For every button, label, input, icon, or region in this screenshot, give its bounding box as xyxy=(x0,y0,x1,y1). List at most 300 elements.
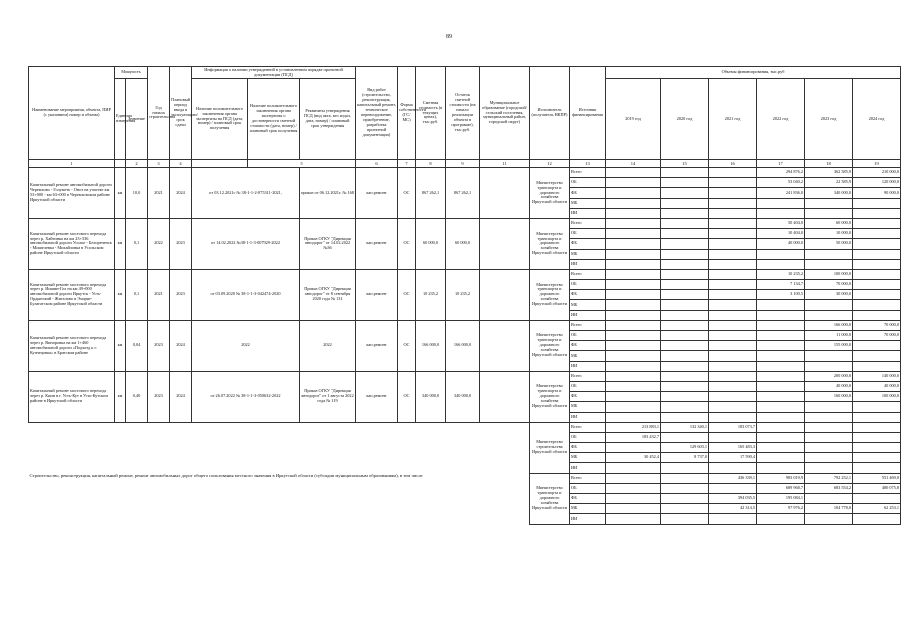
funding-value xyxy=(757,361,805,371)
object-estimate: 60 000,0 xyxy=(416,218,446,269)
object-unit: км xyxy=(115,320,126,371)
funding-value xyxy=(661,412,709,422)
funding-value: 183 073,7 xyxy=(709,422,757,432)
hdr-municipality: Муниципальное образование (городской/сельский поселения, муниципальный район, городской округ) xyxy=(480,67,530,160)
funding-value: 17 590,4 xyxy=(709,453,757,463)
funding-value xyxy=(853,269,901,279)
funding-value xyxy=(757,259,805,269)
object-executor: Министерство транспорта и дорожного хозяйства Иркутской области xyxy=(530,218,570,269)
funding-value: 8 737,0 xyxy=(661,453,709,463)
financing-table-page xyxy=(28,66,900,525)
funding-source: ОБ xyxy=(570,280,606,290)
funding-value: 62 253,1 xyxy=(853,504,901,514)
funding-value xyxy=(853,280,901,290)
funding-value xyxy=(606,412,661,422)
object-ownership: ОС xyxy=(398,269,416,320)
funding-source: МБ xyxy=(570,453,606,463)
funding-value xyxy=(757,341,805,351)
funding-value xyxy=(853,514,901,524)
hdr-approval-details: Реквизиты утверждения ПСД (вид акта, кто издал, дата, номер) / плановый срок утверждения xyxy=(300,79,356,160)
funding-value xyxy=(757,422,805,432)
funding-value xyxy=(661,341,709,351)
funding-value xyxy=(757,249,805,259)
funding-source: ИИ xyxy=(570,259,606,269)
funding-value xyxy=(853,494,901,504)
object-start-year: 2023 xyxy=(148,371,170,422)
funding-value xyxy=(709,381,757,391)
hdr-executor: Исполнитель (получатель НКПР) xyxy=(530,67,570,160)
funding-value: 40 000,0 xyxy=(805,381,853,391)
object-unit: км xyxy=(115,168,126,219)
column-number: 18 xyxy=(805,160,853,168)
funding-value xyxy=(853,198,901,208)
summary-blank xyxy=(29,422,530,473)
section-title: Строительство, реконструкция, капитальный ремонт, ремонт автомобильных дорог общего пользования местного значения в Иркутской области (субсидии муниципальным образованиям), в том числе xyxy=(29,473,423,479)
funding-value xyxy=(709,218,757,228)
hdr-plan-year: Плановый период ввода в эксплуатацию/срок сдачи xyxy=(170,67,192,160)
table-row xyxy=(29,218,901,228)
object-approval: Приказ ОГКУ "Дирекция автодорог" от 14.02.2022 №36 xyxy=(300,218,356,269)
funding-value: 129 603,1 xyxy=(661,443,709,453)
funding-value: 294 876,2 xyxy=(757,168,805,178)
funding-value xyxy=(805,208,853,218)
funding-source: ОБ xyxy=(570,229,606,239)
funding-value xyxy=(853,239,901,249)
funding-value xyxy=(709,188,757,198)
funding-value: 7 134,7 xyxy=(757,280,805,290)
funding-value xyxy=(661,320,709,330)
funding-value xyxy=(606,249,661,259)
funding-source: МБ xyxy=(570,300,606,310)
funding-value xyxy=(709,351,757,361)
funding-value: 30 452,4 xyxy=(606,453,661,463)
object-approval: 2022 xyxy=(300,320,356,371)
hdr-year-2020: 2020 год xyxy=(661,79,709,160)
object-value: 0,1 xyxy=(126,218,148,269)
funding-value xyxy=(606,351,661,361)
funding-value xyxy=(853,208,901,218)
funding-value xyxy=(709,280,757,290)
funding-value xyxy=(709,310,757,320)
funding-source: МБ xyxy=(570,351,606,361)
funding-source: МБ xyxy=(570,249,606,259)
object-conclusion: от 03.09.2020 № 38-1-1-3-042474-2020 xyxy=(192,269,300,320)
funding-value xyxy=(661,290,709,300)
funding-source: ИИ xyxy=(570,361,606,371)
funding-value xyxy=(606,290,661,300)
hdr-object: Наименование мероприятия, объекта, ПИР (с указанием) номер и объема) xyxy=(29,67,115,160)
funding-value: 50 404,0 xyxy=(757,218,805,228)
funding-value: 104 778,0 xyxy=(805,504,853,514)
object-conclusion: от 26.07.2022 № 38-1-1-3-050632-2022 xyxy=(192,371,300,422)
funding-value xyxy=(757,453,805,463)
object-value: 10,0 xyxy=(126,168,148,219)
hdr-funding: Объемы финансирования, тыс.руб xyxy=(606,67,901,79)
funding-source: ФБ xyxy=(570,188,606,198)
funding-value xyxy=(661,402,709,412)
funding-value xyxy=(757,463,805,473)
object-end-year: 2024 xyxy=(170,320,192,371)
object-work-type: кап.ремонт xyxy=(356,168,398,219)
object-remaining: 60 000,0 xyxy=(446,218,480,269)
object-start-year: 2023 xyxy=(148,320,170,371)
funding-source: ОБ xyxy=(570,331,606,341)
funding-value: 42 314,5 xyxy=(709,504,757,514)
funding-value xyxy=(757,412,805,422)
funding-value xyxy=(606,371,661,381)
object-unit: км xyxy=(115,269,126,320)
funding-source: Всего xyxy=(570,473,606,483)
object-executor: Министерство транспорта и дорожного хозяйства Иркутской области xyxy=(530,168,570,219)
funding-value xyxy=(853,402,901,412)
funding-source: ОБ xyxy=(570,483,606,493)
object-work-type: кап.ремонт xyxy=(356,269,398,320)
funding-value xyxy=(853,422,901,432)
funding-value xyxy=(757,320,805,330)
funding-value: 165 483,3 xyxy=(709,443,757,453)
funding-value xyxy=(661,463,709,473)
hdr-price-conclusion: Наличие положительного заключения органа экспертизы о достоверности сметной стоимости (дата, номер) / плановый срок получения xyxy=(248,79,300,160)
object-ownership: ОС xyxy=(398,320,416,371)
column-number: 8 xyxy=(416,160,446,168)
object-estimate: 166 000,0 xyxy=(416,320,446,371)
funding-value xyxy=(853,463,901,473)
column-number: 6 xyxy=(356,160,398,168)
object-work-type: кап.ремонт xyxy=(356,371,398,422)
funding-value xyxy=(661,504,709,514)
column-number: 11 xyxy=(480,160,530,168)
hdr-year-2023: 2023 год xyxy=(805,79,853,160)
object-end-year: 2024 xyxy=(170,371,192,422)
funding-value: 195 084,1 xyxy=(757,494,805,504)
object-municipality xyxy=(480,371,530,422)
hdr-value: Значение xyxy=(126,79,148,160)
funding-source: ОБ xyxy=(570,381,606,391)
funding-value: 10 000,0 xyxy=(805,229,853,239)
funding-value xyxy=(757,402,805,412)
funding-value xyxy=(709,300,757,310)
table-row xyxy=(29,320,901,330)
funding-value: 683 554,2 xyxy=(805,483,853,493)
object-end-year: 2023 xyxy=(170,218,192,269)
funding-value xyxy=(661,361,709,371)
funding-value: 70 000,0 xyxy=(805,280,853,290)
summary-executor: Министерство транспорта и дорожного хозяйства Иркутской области xyxy=(530,473,570,524)
funding-value xyxy=(853,412,901,422)
funding-value xyxy=(853,229,901,239)
funding-value xyxy=(709,168,757,178)
funding-value xyxy=(709,341,757,351)
funding-value xyxy=(805,402,853,412)
funding-value: 60 000,0 xyxy=(805,218,853,228)
object-ownership: ОС xyxy=(398,218,416,269)
funding-value xyxy=(805,463,853,473)
funding-value xyxy=(757,432,805,442)
funding-value: 166 000,0 xyxy=(805,320,853,330)
column-number: 19 xyxy=(853,160,901,168)
funding-source: Всего xyxy=(570,168,606,178)
funding-value xyxy=(661,218,709,228)
funding-value xyxy=(805,361,853,371)
table-row xyxy=(29,168,901,178)
funding-value xyxy=(606,218,661,228)
funding-value xyxy=(606,443,661,453)
funding-value xyxy=(661,371,709,381)
funding-value: 551 469,0 xyxy=(853,473,901,483)
funding-value xyxy=(606,331,661,341)
column-number: 2 xyxy=(126,160,148,168)
funding-value xyxy=(709,361,757,371)
funding-source: МБ xyxy=(570,504,606,514)
funding-value xyxy=(709,269,757,279)
funding-value xyxy=(606,188,661,198)
funding-value xyxy=(709,331,757,341)
object-name: Капитальный ремонт автомобильной дороги Черемхово - Голуметь - Онот на участке км 53+000 - км 63+000 в Черемховском районе Иркутской области xyxy=(29,168,115,219)
funding-value xyxy=(606,168,661,178)
funding-value xyxy=(709,208,757,218)
hdr-work-type: Вид работ (строительство, реконструкция, капитальный ремонт, техническое перевооружение, приобретение, разработка проектной документации) xyxy=(356,67,398,160)
funding-value xyxy=(606,483,661,493)
financing-table xyxy=(28,66,901,525)
funding-source: МБ xyxy=(570,198,606,208)
funding-value xyxy=(709,229,757,239)
funding-value xyxy=(853,310,901,320)
object-municipality xyxy=(480,320,530,371)
funding-value: 983 019,9 xyxy=(757,473,805,483)
object-value: 0,04 xyxy=(126,320,148,371)
funding-value xyxy=(709,483,757,493)
funding-value xyxy=(606,178,661,188)
funding-value xyxy=(606,198,661,208)
object-executor: Министерство транспорта и дорожного хозяйства Иркутской области xyxy=(530,371,570,422)
hdr-power: Мощность xyxy=(115,67,148,79)
funding-value xyxy=(709,402,757,412)
object-estimate: 867 262,1 xyxy=(416,168,446,219)
object-name: Капитальный ремонт мостового перехода через р. Хайтинка на км 23+336 автомобильной дороги Усолье - Белореченск - Мишелевка - Михайловка в Усольском районе Иркутской области xyxy=(29,218,115,269)
funding-value: 11 000,0 xyxy=(805,331,853,341)
funding-value xyxy=(805,422,853,432)
funding-value xyxy=(661,483,709,493)
column-number: 3 xyxy=(148,160,170,168)
funding-value xyxy=(757,514,805,524)
funding-value xyxy=(757,198,805,208)
funding-value xyxy=(606,310,661,320)
column-number: 15 xyxy=(661,160,709,168)
hdr-year-2021: 2021 год xyxy=(709,79,757,160)
object-start-year: 2021 xyxy=(148,269,170,320)
funding-value xyxy=(709,249,757,259)
funding-source: ФБ xyxy=(570,494,606,504)
funding-source: ИИ xyxy=(570,310,606,320)
funding-value xyxy=(805,514,853,524)
object-unit: км xyxy=(115,218,126,269)
funding-value: 50 000,0 xyxy=(805,239,853,249)
funding-value xyxy=(805,443,853,453)
funding-value xyxy=(709,412,757,422)
funding-value xyxy=(661,381,709,391)
hdr-approved-docs: Информация о наличии утвержденной в установленном порядке проектной документации (ПСД) xyxy=(192,67,356,79)
funding-value xyxy=(606,208,661,218)
object-municipality xyxy=(480,218,530,269)
funding-value xyxy=(606,280,661,290)
object-remaining: 166 000,0 xyxy=(446,320,480,371)
funding-source: ИИ xyxy=(570,412,606,422)
funding-value xyxy=(709,239,757,249)
hdr-unit: Единица измерения xyxy=(115,79,126,160)
funding-value: 70 000,0 xyxy=(853,320,901,330)
funding-value xyxy=(606,259,661,269)
funding-value xyxy=(805,494,853,504)
funding-value xyxy=(805,310,853,320)
funding-value xyxy=(757,443,805,453)
funding-value xyxy=(709,463,757,473)
funding-value xyxy=(757,331,805,341)
funding-value: 120 000,0 xyxy=(853,178,901,188)
funding-value: 210 000,0 xyxy=(853,168,901,178)
column-number: 14 xyxy=(606,160,661,168)
funding-value xyxy=(661,473,709,483)
funding-source: ОБ xyxy=(570,178,606,188)
hdr-conclusion: Наличие положительного заключения органа экспертизы на ПСД (дата, номер) / плановый срок получения xyxy=(192,79,248,160)
funding-value: 436 339,1 xyxy=(709,473,757,483)
funding-value xyxy=(606,320,661,330)
funding-value: 362 385,9 xyxy=(805,168,853,178)
funding-value xyxy=(853,453,901,463)
funding-source: Всего xyxy=(570,422,606,432)
funding-value xyxy=(606,392,661,402)
funding-value xyxy=(853,361,901,371)
funding-value: 394 035,5 xyxy=(709,494,757,504)
object-ownership: ОС xyxy=(398,168,416,219)
funding-value xyxy=(805,412,853,422)
funding-source: Всего xyxy=(570,269,606,279)
funding-value xyxy=(805,432,853,442)
object-approval: Приказ ОГКУ "Дирекция автодорог" от 1 августа 2022 года № 119 xyxy=(300,371,356,422)
page-number: 89 xyxy=(446,34,452,40)
object-start-year: 2022 xyxy=(148,218,170,269)
funding-value xyxy=(853,259,901,269)
object-municipality xyxy=(480,168,530,219)
funding-value xyxy=(757,310,805,320)
funding-source: ФБ xyxy=(570,239,606,249)
funding-value xyxy=(853,218,901,228)
funding-value xyxy=(709,371,757,381)
funding-value xyxy=(661,198,709,208)
summary-executor: Министерство строительства Иркутской области xyxy=(530,422,570,473)
funding-value xyxy=(709,514,757,524)
funding-value xyxy=(757,381,805,391)
object-start-year: 2021 xyxy=(148,168,170,219)
object-ownership: ОС xyxy=(398,371,416,422)
funding-value: 30 000,0 xyxy=(805,290,853,300)
column-number: 1 xyxy=(29,160,115,168)
funding-value xyxy=(661,178,709,188)
funding-value xyxy=(757,300,805,310)
funding-source: Всего xyxy=(570,371,606,381)
object-approval: приказ от 06.12.2021г. № 168 xyxy=(300,168,356,219)
funding-value: 213 883,1 xyxy=(606,422,661,432)
funding-value xyxy=(606,504,661,514)
object-value: 0,40 xyxy=(126,371,148,422)
funding-value xyxy=(853,290,901,300)
funding-value xyxy=(606,381,661,391)
column-number: 16 xyxy=(709,160,757,168)
funding-value: 155 000,0 xyxy=(805,341,853,351)
funding-value: 340 000,0 xyxy=(805,188,853,198)
object-work-type: кап.ремонт xyxy=(356,218,398,269)
funding-value: 160 000,0 xyxy=(805,392,853,402)
funding-value: 53 040,2 xyxy=(757,178,805,188)
column-number xyxy=(192,160,248,168)
funding-source: ФБ xyxy=(570,290,606,300)
funding-value xyxy=(853,432,901,442)
funding-value xyxy=(661,259,709,269)
funding-value xyxy=(606,269,661,279)
funding-value: 183 432,7 xyxy=(606,432,661,442)
table-row xyxy=(29,269,901,279)
funding-value: 10 235,2 xyxy=(757,269,805,279)
object-end-year: 2024 xyxy=(170,168,192,219)
funding-source: ИИ xyxy=(570,208,606,218)
funding-value xyxy=(606,300,661,310)
funding-value xyxy=(853,249,901,259)
funding-value: 3 100,5 xyxy=(757,290,805,300)
funding-source: ФБ xyxy=(570,341,606,351)
funding-source: МБ xyxy=(570,402,606,412)
funding-value xyxy=(661,168,709,178)
column-number-row xyxy=(29,160,901,168)
funding-source: Всего xyxy=(570,320,606,330)
funding-value: 140 000,0 xyxy=(853,371,901,381)
funding-source: ФБ xyxy=(570,392,606,402)
object-remaining: 10 235,2 xyxy=(446,269,480,320)
funding-value xyxy=(606,463,661,473)
column-number: 5 xyxy=(248,160,356,168)
funding-value xyxy=(709,432,757,442)
funding-value xyxy=(709,198,757,208)
funding-value xyxy=(805,259,853,269)
funding-value xyxy=(661,269,709,279)
funding-value xyxy=(661,432,709,442)
object-estimate: 10 235,2 xyxy=(416,269,446,320)
object-municipality xyxy=(480,269,530,320)
funding-value xyxy=(805,351,853,361)
object-value: 0,1 xyxy=(126,269,148,320)
funding-value xyxy=(853,341,901,351)
funding-value: 100 000,0 xyxy=(853,392,901,402)
funding-value: 241 836,0 xyxy=(757,188,805,198)
object-name: Капитальный ремонт мостового перехода через р. Виноровка на км 1+460 автомобильной дороги «Подъезд к г. Кузнецовка» в Братском районе xyxy=(29,320,115,371)
funding-value xyxy=(853,300,901,310)
object-name: Капитальный ремонт мостового перехода через р. Киин в г. Усть-Кут в Усть-Кутском районе в Иркутской области xyxy=(29,371,115,422)
funding-value xyxy=(661,392,709,402)
funding-value xyxy=(661,249,709,259)
object-end-year: 2023 xyxy=(170,269,192,320)
funding-value xyxy=(661,310,709,320)
object-approval: Приказ ОГКУ "Дирекция автодорог" от 8 сентября 2020 года № 131 xyxy=(300,269,356,320)
funding-value xyxy=(661,351,709,361)
funding-source: ФБ xyxy=(570,443,606,453)
funding-value xyxy=(853,351,901,361)
summary-row xyxy=(29,422,901,432)
funding-value xyxy=(661,239,709,249)
column-number: 4 xyxy=(170,160,192,168)
funding-value xyxy=(709,259,757,269)
column-number xyxy=(115,160,126,168)
object-remaining: 340 000,0 xyxy=(446,371,480,422)
funding-value: 792 252,1 xyxy=(805,473,853,483)
funding-value: 97 976,2 xyxy=(757,504,805,514)
